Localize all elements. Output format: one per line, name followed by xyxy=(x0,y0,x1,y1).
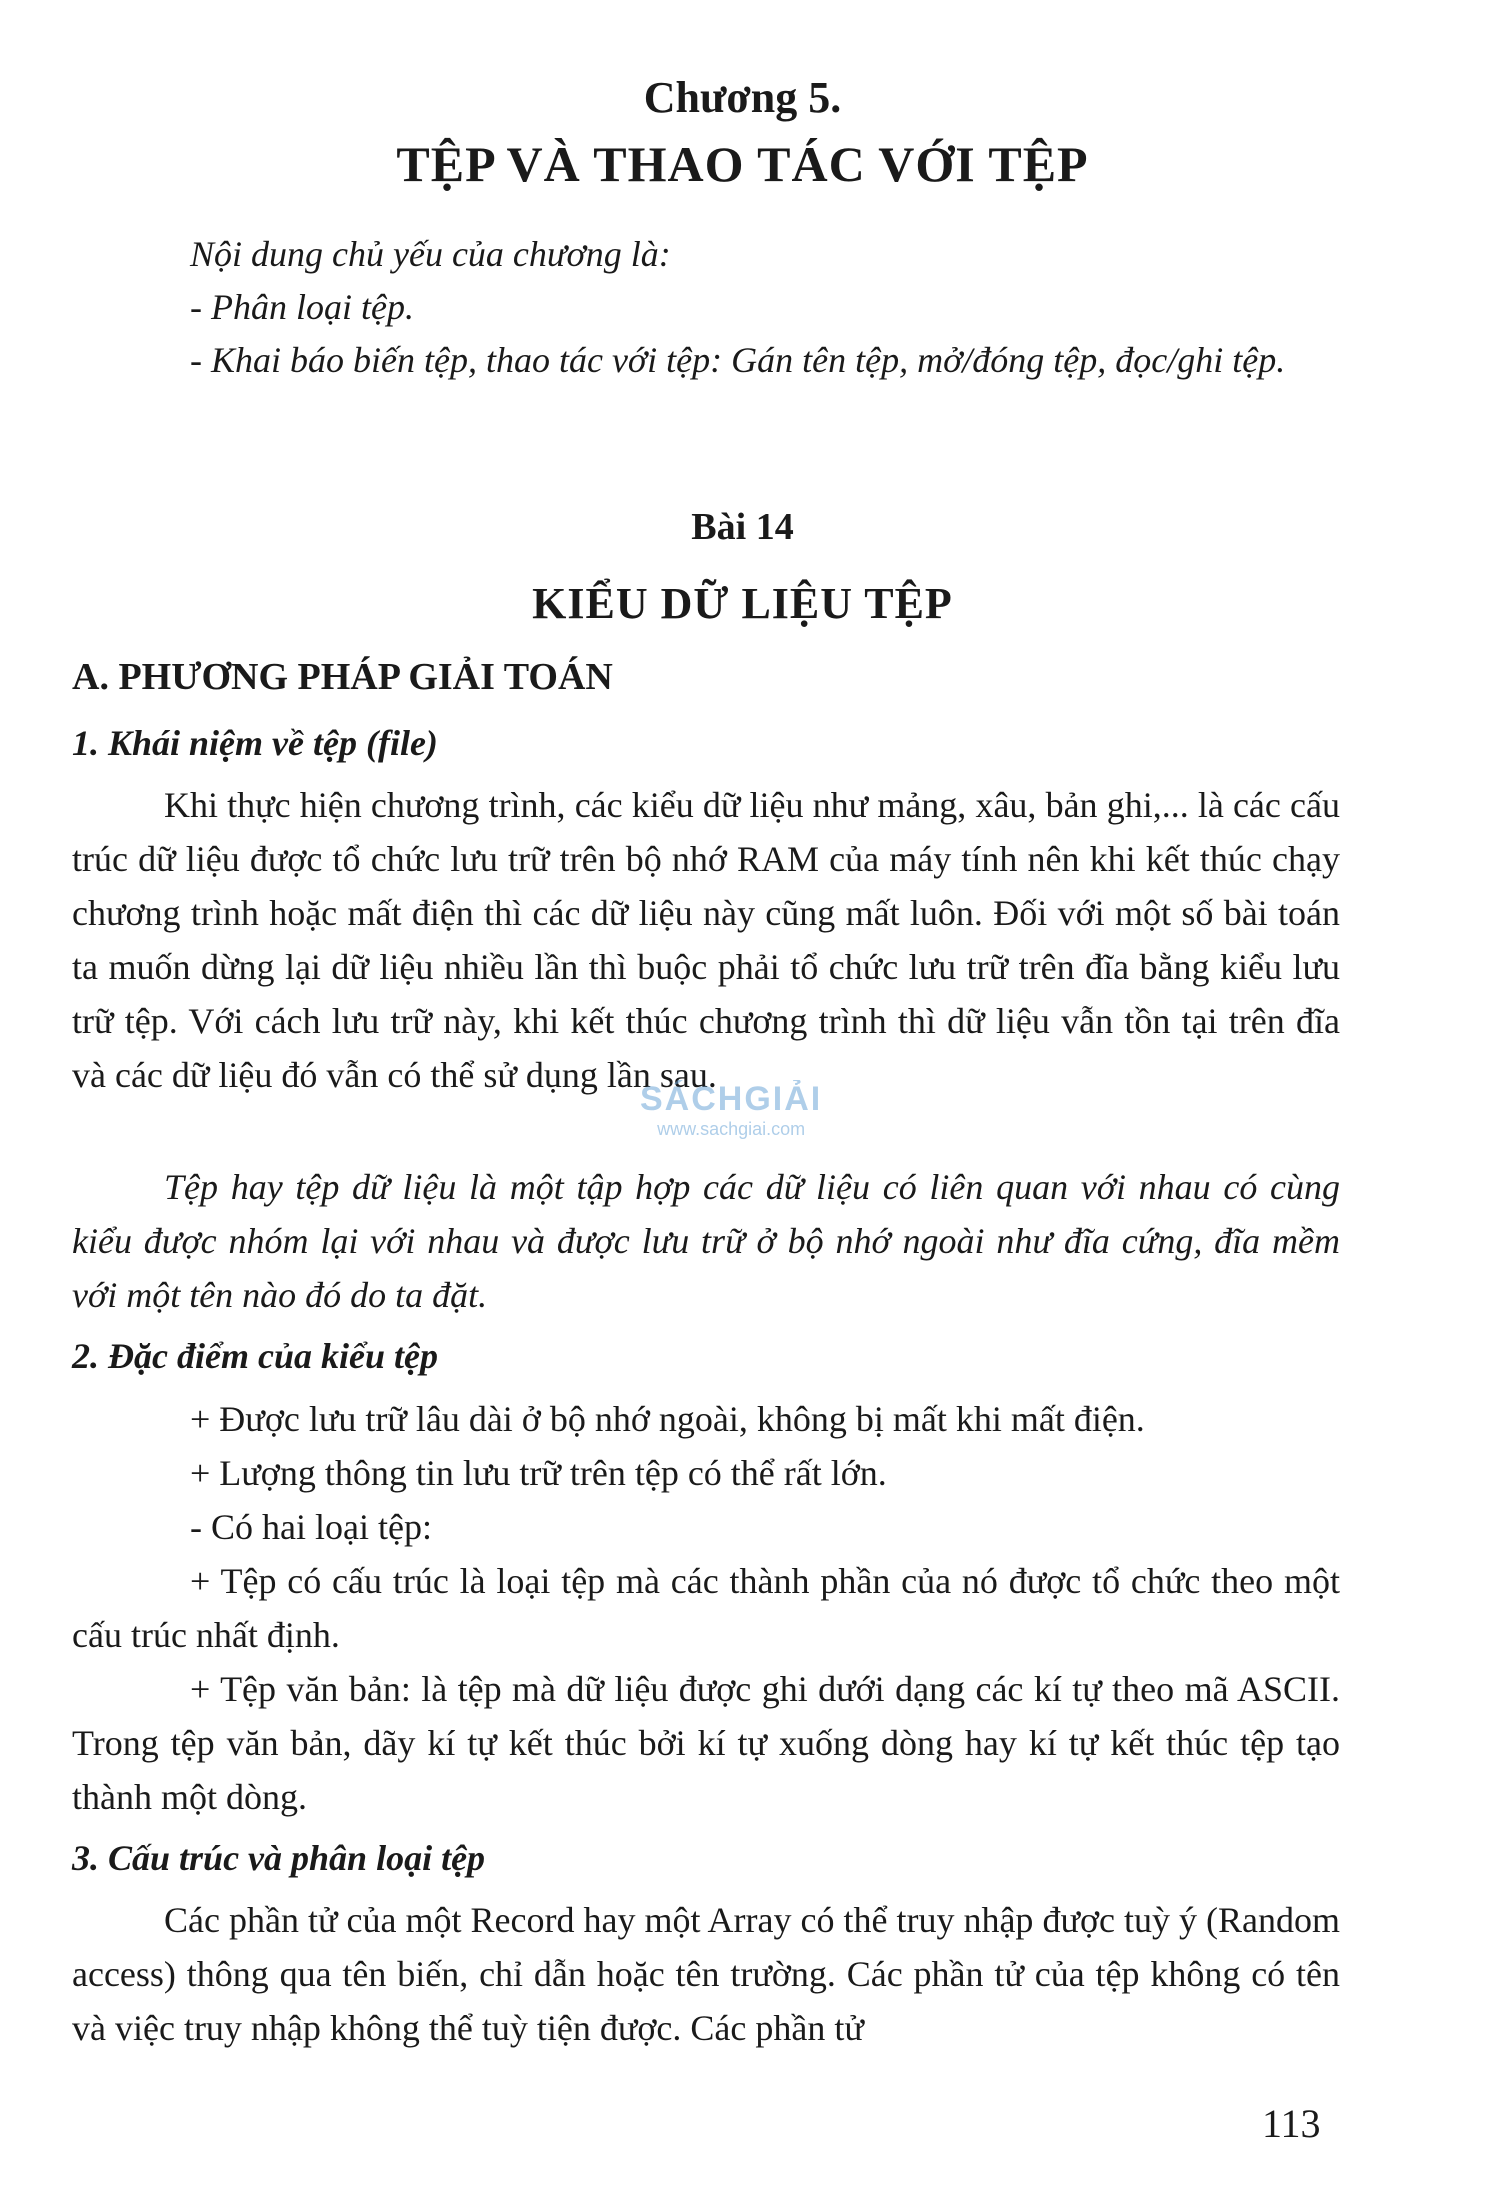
watermark-logo: SÁCHGIẢI xyxy=(640,1080,823,1118)
chapter-intro xyxy=(72,228,1340,387)
list-item: + Tệp có cấu trúc là loại tệp mà các thành phần của nó được tổ chức theo một cấu trúc nhất định. xyxy=(72,1561,1340,1655)
watermark-url: www.sachgiai.com xyxy=(657,1119,806,1139)
chapter-title: TỆP VÀ THAO TÁC VỚI TỆP xyxy=(396,136,1089,192)
watermark xyxy=(640,1080,822,1140)
intro-item: - Phân loại tệp. xyxy=(190,287,414,327)
paragraph-text: Các phần tử của một Record hay một Array có thể truy nhập được tuỳ ý (Random access) thông qua tên biến, chỉ dẫn hoặc tên trường. Các phần tử của tệp không có tên và việc truy nhập không thể tuỳ tiện được. Các phần tử xyxy=(72,1900,1340,2048)
intro-item: - Khai báo biến tệp, thao tác với tệp: Gán tên tệp, mở/đóng tệp, đọc/ghi tệp. xyxy=(190,340,1286,380)
feature-list xyxy=(72,1392,1340,1824)
structure-paragraph xyxy=(72,1893,1340,2055)
subsection-heading: 2. Đặc điểm của kiểu tệp xyxy=(72,1336,438,1376)
list-item: + Được lưu trữ lâu dài ở bộ nhớ ngoài, không bị mất khi mất điện. xyxy=(190,1399,1145,1439)
definition-text: Tệp hay tệp dữ liệu là một tập hợp các dữ liệu có liên quan với nhau có cùng kiểu được nhóm lại với nhau và được lưu trữ ở bộ nhớ ngoài như đĩa cứng, đĩa mềm với một tên nào đó do ta đặt. xyxy=(72,1167,1340,1315)
list-item: + Tệp văn bản: là tệp mà dữ liệu được ghi dưới dạng các kí tự theo mã ASCII. Trong tệp văn bản, dãy kí tự kết thúc bởi kí tự xuống dòng hay kí tự kết thúc tệp tạo thành một dòng. xyxy=(72,1669,1340,1817)
section-heading: A. PHƯƠNG PHÁP GIẢI TOÁN xyxy=(72,656,613,698)
concept-paragraph xyxy=(72,778,1340,1102)
chapter-number: Chương 5. xyxy=(643,73,842,122)
lesson-title: KIỂU DỮ LIỆU TỆP xyxy=(532,579,953,628)
lesson-number: Bài 14 xyxy=(691,506,794,548)
list-item: - Có hai loại tệp: xyxy=(190,1507,432,1547)
subsection-heading: 3. Cấu trúc và phân loại tệp xyxy=(72,1838,486,1878)
page-number: 113 xyxy=(1262,2101,1321,2146)
definition-paragraph xyxy=(72,1160,1340,1322)
paragraph-text: Khi thực hiện chương trình, các kiểu dữ liệu như mảng, xâu, bản ghi,... là các cấu trúc dữ liệu được tổ chức lưu trữ trên bộ nhớ RAM của máy tính nên khi kết thúc chạy chương trình hoặc mất điện thì các dữ liệu này cũng mất luôn. Đối với một số bài toán ta muốn dừng lại dữ liệu nhiều lần thì buộc phải tổ chức lưu trữ trên đĩa bằng kiểu lưu trữ tệp. Với cách lưu trữ này, khi kết thúc chương trình thì dữ liệu vẫn tồn tại trên đĩa và các dữ liệu đó vẫn có thể sử dụng lần sau. xyxy=(72,785,1340,1095)
list-item: + Lượng thông tin lưu trữ trên tệp có thể rất lớn. xyxy=(190,1453,887,1493)
subsection-heading: 1. Khái niệm về tệp (file) xyxy=(72,723,438,763)
intro-lead: Nội dung chủ yếu của chương là: xyxy=(190,234,671,274)
